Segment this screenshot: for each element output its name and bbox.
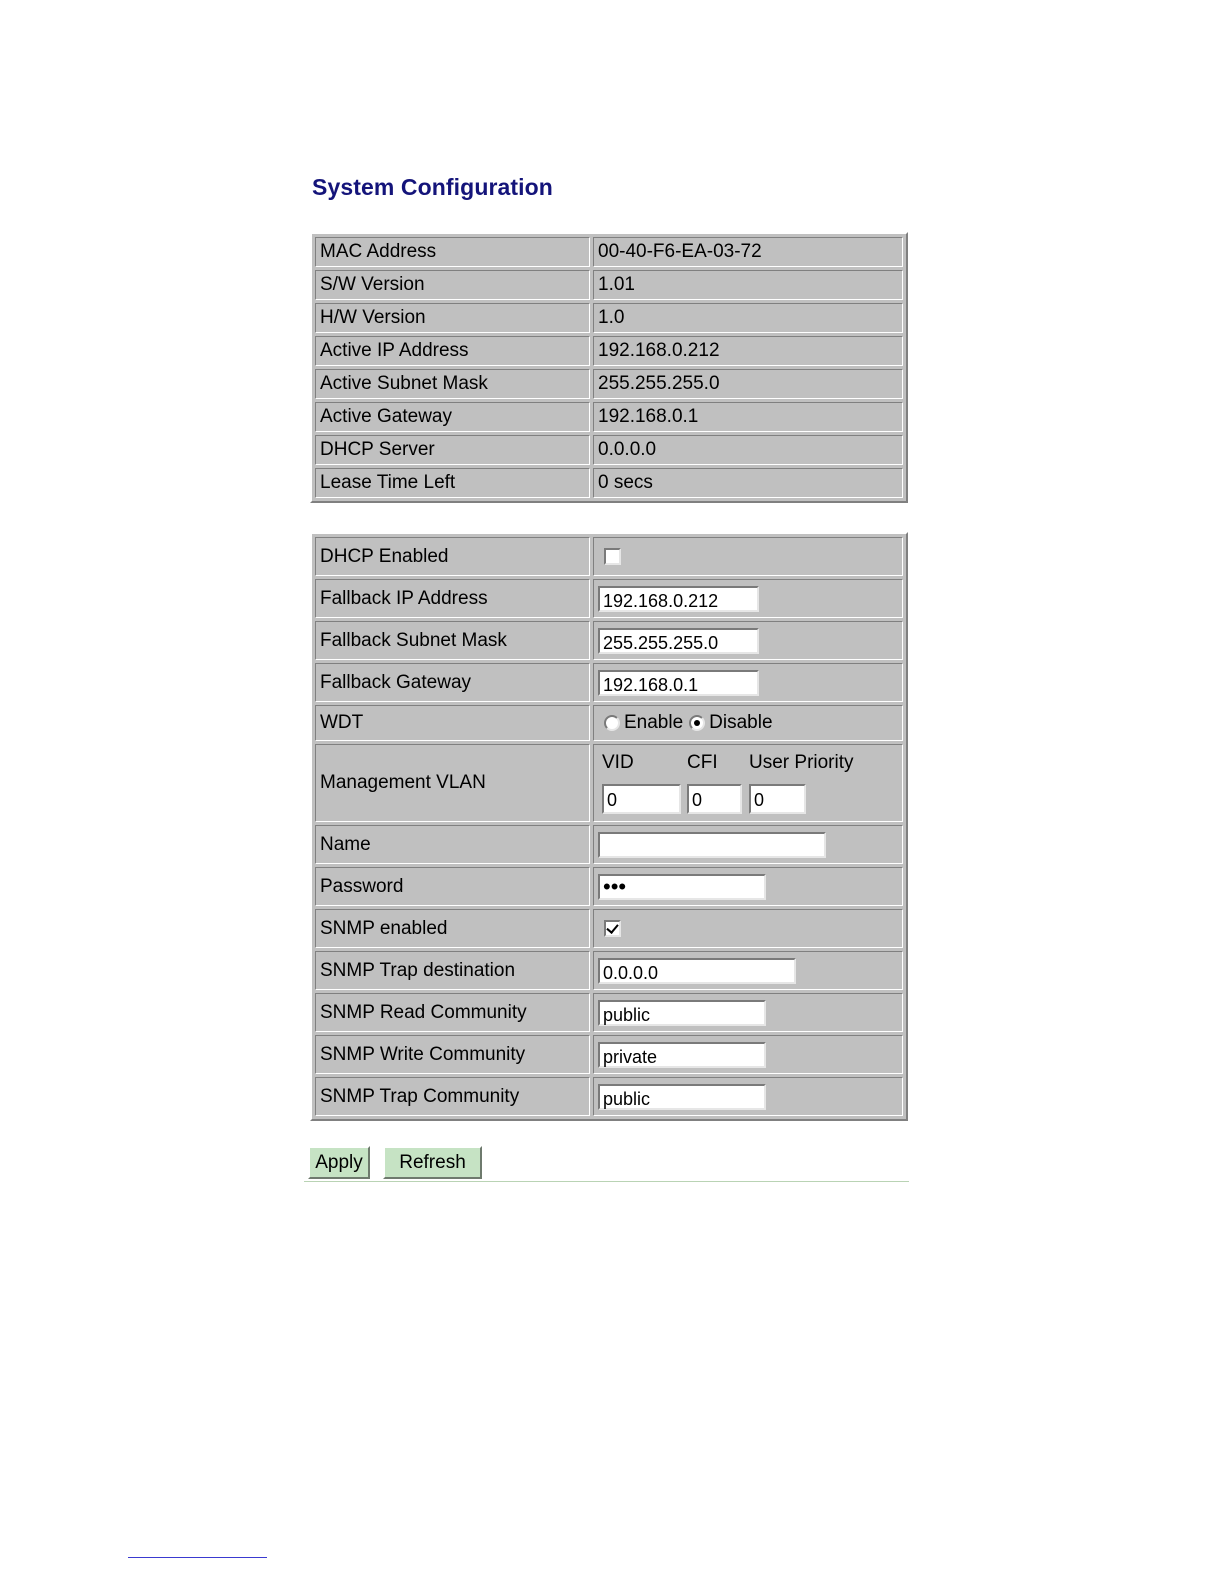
table-row: [315, 705, 903, 741]
refresh-button[interactable]: Refresh: [383, 1146, 482, 1179]
fallback-ip-input[interactable]: 192.168.0.212: [598, 586, 759, 612]
info-label: S/W Version: [315, 270, 590, 300]
vlan-cfi-label: CFI: [687, 752, 718, 773]
table-row: [315, 303, 903, 333]
info-value: 255.255.255.0: [593, 369, 903, 399]
table-row: [315, 909, 903, 948]
page-title: System Configuration: [312, 174, 553, 200]
info-label: Active IP Address: [315, 336, 590, 366]
vlan-vid-label: VID: [602, 752, 634, 773]
info-value: 1.01: [593, 270, 903, 300]
fallback-ip-label: Fallback IP Address: [315, 579, 590, 618]
wdt-disable-label: Disable: [709, 711, 773, 733]
table-row: [315, 336, 903, 366]
snmp-trap-dest-input[interactable]: 0.0.0.0: [598, 958, 796, 984]
password-input[interactable]: •••: [598, 874, 766, 900]
vlan-headers: [598, 752, 898, 778]
config-form-table: [310, 532, 908, 1121]
info-label: Lease Time Left: [315, 468, 590, 498]
info-label: Active Subnet Mask: [315, 369, 590, 399]
vlan-priority-label: User Priority: [749, 752, 854, 773]
table-row: [315, 663, 903, 702]
info-value: 00-40-F6-EA-03-72: [593, 237, 903, 267]
wdt-disable-radio[interactable]: [689, 715, 705, 731]
snmp-read-input[interactable]: public: [598, 1000, 766, 1026]
name-input[interactable]: [598, 832, 826, 858]
table-row: [315, 867, 903, 906]
management-vlan-label: Management VLAN: [315, 744, 590, 822]
table-row: [315, 369, 903, 399]
info-value: 192.168.0.1: [593, 402, 903, 432]
dhcp-enabled-label: DHCP Enabled: [315, 537, 590, 576]
divider: [304, 1181, 909, 1182]
footnote-divider: [128, 1557, 267, 1558]
table-row: [315, 1077, 903, 1116]
table-row: [315, 744, 903, 822]
snmp-trap-comm-label: SNMP Trap Community: [315, 1077, 590, 1116]
password-label: Password: [315, 867, 590, 906]
wdt-enable-label: Enable: [624, 711, 684, 733]
table-row: [315, 993, 903, 1032]
table-row: [315, 537, 903, 576]
info-value: 0.0.0.0: [593, 435, 903, 465]
snmp-write-label: SNMP Write Community: [315, 1035, 590, 1074]
fallback-gateway-input[interactable]: 192.168.0.1: [598, 670, 759, 696]
table-row: [315, 621, 903, 660]
table-row: [315, 270, 903, 300]
snmp-write-input[interactable]: private: [598, 1042, 766, 1068]
info-value: 0 secs: [593, 468, 903, 498]
system-info-table: [310, 232, 908, 503]
name-label: Name: [315, 825, 590, 864]
snmp-enabled-label: SNMP enabled: [315, 909, 590, 948]
table-row: [315, 825, 903, 864]
snmp-trap-comm-input[interactable]: public: [598, 1084, 766, 1110]
info-label: MAC Address: [315, 237, 590, 267]
apply-button[interactable]: Apply: [308, 1146, 370, 1179]
fallback-mask-input[interactable]: 255.255.255.0: [598, 628, 759, 654]
table-row: [315, 468, 903, 498]
snmp-read-label: SNMP Read Community: [315, 993, 590, 1032]
wdt-label: WDT: [315, 705, 590, 741]
wdt-enable-radio[interactable]: [604, 715, 620, 731]
info-label: DHCP Server: [315, 435, 590, 465]
fallback-mask-label: Fallback Subnet Mask: [315, 621, 590, 660]
table-row: [315, 579, 903, 618]
table-row: [315, 951, 903, 990]
info-label: H/W Version: [315, 303, 590, 333]
info-label: Active Gateway: [315, 402, 590, 432]
table-row: [315, 1035, 903, 1074]
vlan-vid-input[interactable]: 0: [602, 784, 681, 814]
table-row: [315, 435, 903, 465]
snmp-enabled-checkbox[interactable]: [604, 920, 621, 937]
fallback-gateway-label: Fallback Gateway: [315, 663, 590, 702]
table-row: [315, 237, 903, 267]
info-value: 1.0: [593, 303, 903, 333]
dhcp-enabled-checkbox[interactable]: [604, 548, 621, 565]
info-value: 192.168.0.212: [593, 336, 903, 366]
vlan-inputs: [598, 784, 898, 814]
vlan-priority-input[interactable]: 0: [749, 784, 806, 814]
snmp-trap-dest-label: SNMP Trap destination: [315, 951, 590, 990]
vlan-cfi-input[interactable]: 0: [687, 784, 742, 814]
table-row: [315, 402, 903, 432]
